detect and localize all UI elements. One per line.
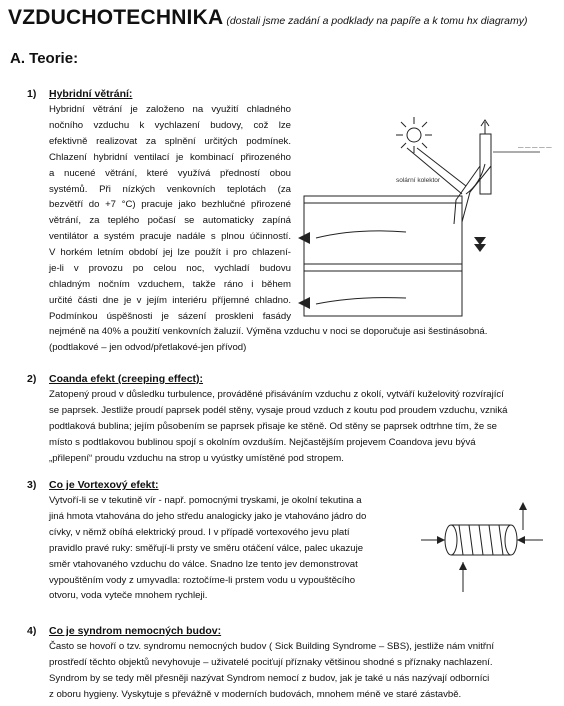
- q3-paragraph: [49, 493, 366, 604]
- q1-line: Hybridní větrání je založeno na využití chladného: [49, 104, 291, 115]
- arrow-icon: [437, 536, 445, 544]
- q1-paragraph: [49, 102, 291, 325]
- hybrid-ventilation-figure: [296, 104, 558, 319]
- vortex-figure: [415, 500, 555, 600]
- q2-line: podtlaková bublina; jejím působením se paprsek přisaje ke stěně. Od stěny se paprsek odtrhne tím, že se: [49, 420, 497, 432]
- title-text: VZDUCHOTECHNIKA: [8, 6, 224, 29]
- sun-rays-icon: [396, 117, 432, 153]
- q1-number: 1): [27, 88, 37, 100]
- q2-paragraph: [49, 387, 507, 467]
- q1-line: a nucené větrání, které využívá předností obou: [49, 167, 291, 179]
- q4-line: z oboru hygieny. Vyskytuje s převážně v moderních budovách, mnohem méně ve staré zástavbě.: [49, 688, 462, 700]
- q2-line: „přilepení“ proudu vzduchu na strop u vyústky umístěné pod stropem.: [49, 452, 344, 464]
- q2-line: místo s podtlakovou bublinou spojí s okolním ovzduším. Nejčastějším projevem Coandova jevu bývá: [49, 436, 476, 448]
- q1-line: určité části dne je v jejím interiéru příjemné chladno.: [49, 294, 291, 306]
- q4-line: prostředí těchto objektů nevyhovuje – uživatelé pociťují příznaky většinou shodné s příznaky nachlazení.: [49, 656, 493, 668]
- q1-line: bezvětří do +7 °C) pracuje jako bezhlučné přirozené: [49, 199, 291, 211]
- q2-number: 2): [27, 373, 37, 385]
- q1-line: nejméně na 40% a použití venkovních žaluzií. Výměna vzduchu v noci se doporučuje asi šestinásobná.: [49, 326, 488, 337]
- arrow-icon: [517, 536, 525, 544]
- q3-number: 3): [27, 479, 37, 491]
- q3-line: otvoru, voda vyteče mnohem rychleji.: [49, 590, 208, 602]
- q3-line: vypouštěním vody z umyvadla: roztočíme-li prstem vodu u vypouštěcího: [49, 574, 356, 586]
- q1-line: ventilátor a systém pracuje nadále s plnou účinností.: [49, 231, 291, 243]
- q4-heading: Co je syndrom nemocných budov:: [49, 625, 222, 637]
- q1-line: V horkém letním období jej lze použít i pro chlazení-: [49, 247, 291, 259]
- q1-paragraph-continued: [49, 324, 487, 356]
- document-title: [8, 6, 528, 30]
- q1-line: efektivně realizovat za splnění určitých podmínek.: [49, 135, 291, 147]
- q4-line: Často se hovoří o tzv. syndromu nemocných budov ( Sick Building Syndrome – SBS), jestliže nám vnitřní: [49, 641, 495, 652]
- q3-heading: Co je Vortexový efekt:: [49, 479, 159, 491]
- q1-heading: Hybridní větrání:: [49, 88, 133, 100]
- q3-line: pravidlo pravé ruky: směřují-li prsty ve směru otáčení válce, palec ukazuje: [49, 542, 364, 554]
- q3-line: jiná hmota vtahována do jeho středu analogicky jako je vtahováno jádro do: [49, 510, 367, 522]
- q1-line: chladným nočním vzduchem, takže ráno i během: [49, 278, 291, 290]
- q2-line: Zatopený proud v důsledku turbulence, prováděné přisáváním vzduchu z okolí, vytváří kuželovitý rozvírající: [49, 389, 504, 400]
- q1-line: je-li v provozu po celou noc, vychladí budovu: [49, 263, 291, 275]
- arrow-icon: [519, 502, 527, 510]
- q4-line: Syndrom by se tedy měl přesněji nazývat Syndrom nemocí z budov, jak je také u nás nazývají odborníci: [49, 672, 490, 684]
- q2-line: se paprsek. Jestliže proudí paprsek podél stěny, vysaje proud vzduch z koutu pod proudem vzduchu, vzniká: [49, 404, 508, 416]
- section-heading: A. Teorie:: [10, 50, 79, 67]
- q1-line: nočního vzduchu k vychlazení budovy, což lze: [49, 119, 291, 131]
- title-note: (dostali jsme zadání a podklady na papíře a k tomu hx diagramy): [226, 15, 528, 27]
- q4-number: 4): [27, 625, 37, 637]
- q3-line: cívky, v němž obíhá elektrický proud. I v případě vortexového jevu platí: [49, 526, 350, 538]
- q1-line: Chlazení hybridní ventilací je kombinací přirozeného: [49, 151, 291, 163]
- q2-heading: Coanda efekt (creeping effect):: [49, 373, 204, 385]
- q4-paragraph: [49, 639, 494, 703]
- q1-line: Podmínkou úspěšnosti je sázení proskleni fasády: [49, 310, 291, 322]
- sun-icon: [407, 128, 421, 142]
- figure-label: solární kolektor: [396, 177, 441, 184]
- q1-line: (podtlakové – jen odvod/přetlakové-jen přívod): [49, 341, 247, 353]
- q1-line: větrání, za teplého počasí se automaticky zapíná: [49, 215, 291, 227]
- q3-line: Vytvoří-li se v tekutině vír - např. pomocnými tryskami, je okolní tekutina a: [49, 495, 362, 506]
- arrow-icon: [459, 562, 467, 570]
- svg-text:— — — — —: — — — — —: [518, 145, 552, 151]
- q3-line: směr vtahovaného vzduchu do válce. Snadno lze tento jev demonstrovat: [49, 558, 358, 570]
- q1-line: systémů. Při nízkých venkovních teplotách (za: [49, 183, 291, 195]
